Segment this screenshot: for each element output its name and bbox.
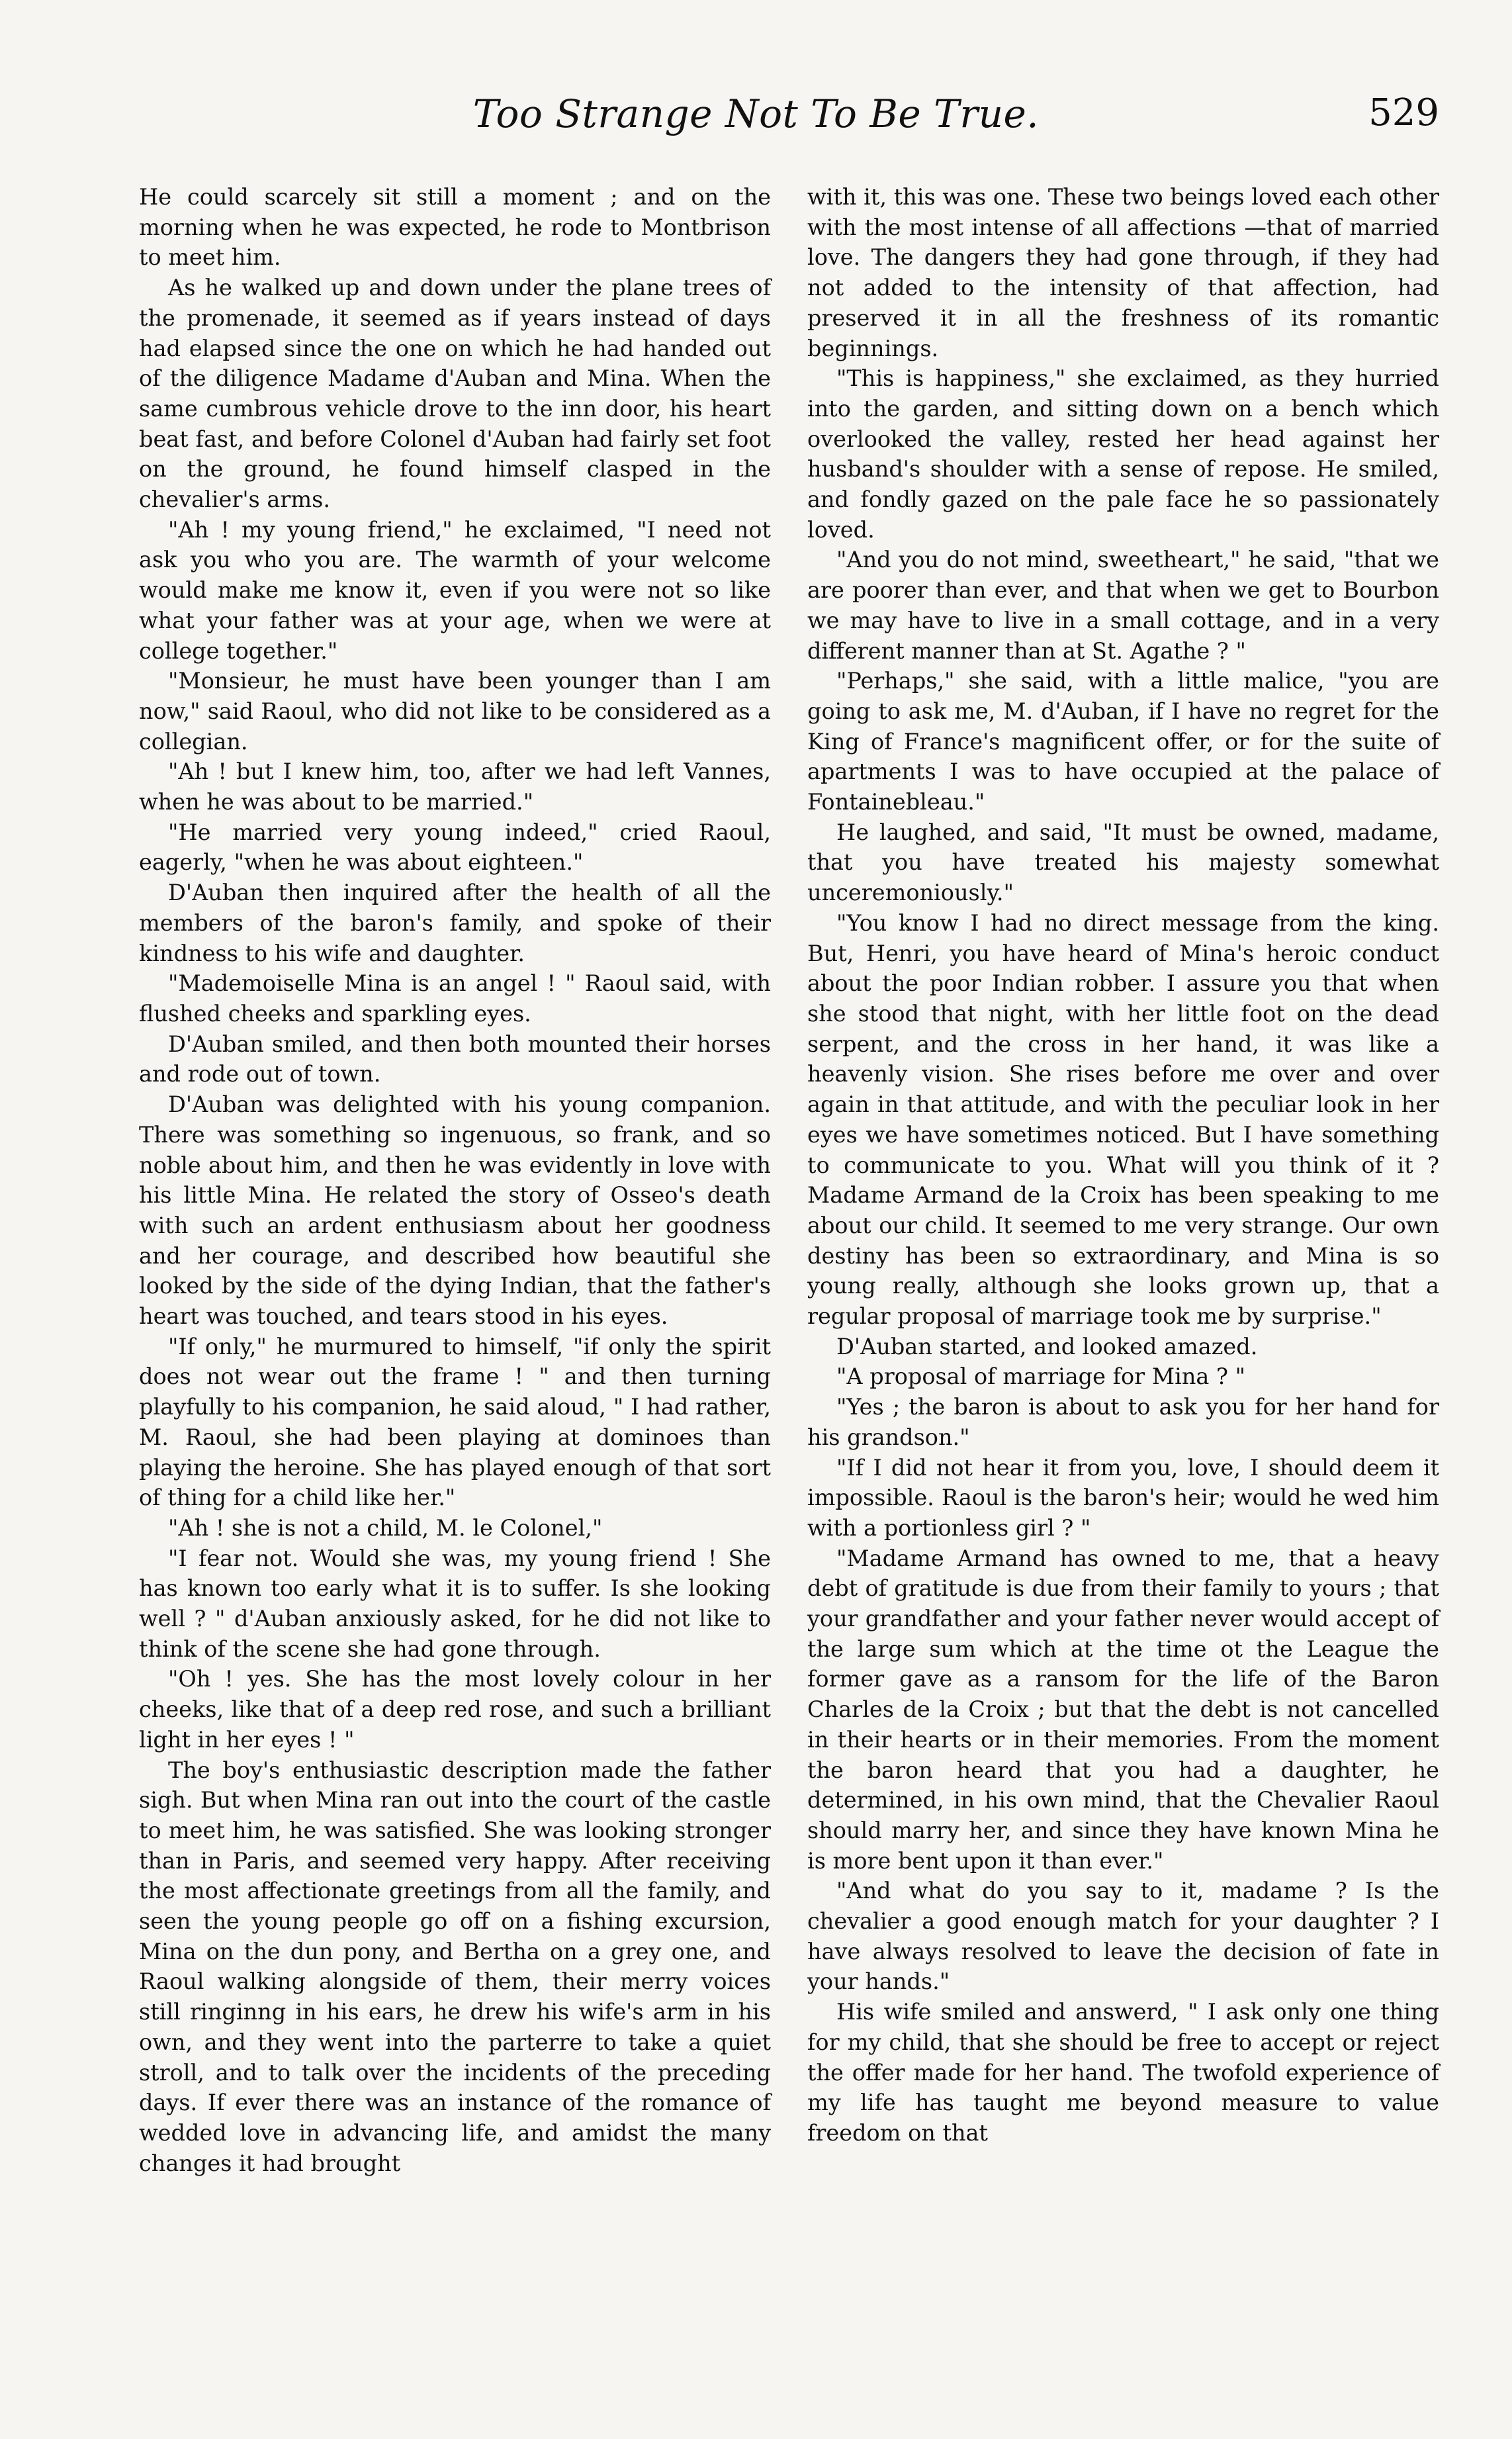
right-column	[807, 182, 1439, 2148]
paragraph: His wife smiled and answerd, " I ask only one thing for my child, that she should be free to accept or reject the offer made for her hand. The twofold experience of my life has taught me beyond measure to value freedom on that	[807, 1999, 1439, 2146]
paragraph: D'Auban started, and looked amazed.	[836, 1333, 1258, 1359]
paragraph: "Ah ! she is not a child, M. le Colonel,"	[168, 1514, 603, 1541]
paragraph: "If I did not hear it from you, love, I should deem it impossible. Raoul is the baron's heir; would he wed him with a portionless girl ? "	[807, 1454, 1439, 1541]
running-title: Too Strange Not To Be True.	[472, 91, 1040, 136]
paragraph: "Madame Armand has owned to me, that a heavy debt of gratitude is due from their family to yours ; that your grandfather and your father never would accept of the large sum which at the time ot the League the former gave as a ransom for the life of the Baron Charles de la Croix ; but that the debt is not cancelled in their hearts or in their memories. From the moment the baron heard that you had a daughter, he determined, in his own mind, that the Chevalier Raoul should marry her, and since they have known Mina he is more bent upon it than ever."	[807, 1545, 1439, 1874]
paragraph: "Mademoiselle Mina is an angel ! " Raoul said, with flushed cheeks and sparkling eyes.	[139, 970, 771, 1027]
paragraph: As he walked up and down under the plane trees of the promenade, it seemed as if years instead of days had elapsed since the one on which he had handed out of the diligence Madame d'Auban and Mina. When the same cumbrous vehicle drove to the inn door, his heart beat fast, and before Colonel d'Auban had fairly set foot on the ground, he found himself clasped in the chevalier's arms.	[139, 275, 771, 513]
paragraph: D'Auban then inquired after the health of all the members of the baron's family, and spoke of their kindness to his wife and daughter.	[139, 880, 771, 966]
paragraph: "Oh ! yes. She has the most lovely colour in her cheeks, like that of a deep red rose, and such a brilliant light in her eyes ! "	[139, 1666, 771, 1753]
paragraph: He laughed, and said, "It must be owned, madame, that you have treated his majesty somewhat unceremoniously."	[807, 819, 1439, 906]
paragraph: "Ah ! my young friend," he exclaimed, "I need not ask you who you are. The warmth of your welcome would make me know it, even if you were not so like what your father was at your age, when we were at college together."	[139, 516, 771, 664]
paragraph: "I fear not. Would she was, my young friend ! She has known too early what it is to suffer. Is she looking well ? " d'Auban anxiously asked, for he did not like to think of the scene she had gone through.	[139, 1545, 771, 1662]
paragraph: "A proposal of marriage for Mina ? "	[836, 1363, 1246, 1390]
paragraph: "And what do you say to it, madame ? Is the chevalier a good enough match for your daughter ? I have always resolved to leave the decision of fate in your hands."	[807, 1878, 1439, 1995]
paragraph: "This is happiness," she exclaimed, as they hurried into the garden, and sitting down on a bench which overlooked the valley, rested her head against her husband's shoulder with a sense of repose. He smiled, and fondly gazed on the pale face he so passionately loved.	[807, 365, 1439, 543]
paragraph: "If only," he murmured to himself, "if only the spirit does not wear out the frame ! " and then turning playfully to his companion, he said aloud, " I had rather, M. Raoul, she had been playing at dominoes than playing the heroine. She has played enough of that sort of thing for a child like her."	[139, 1333, 771, 1511]
paragraph: "Perhaps," she said, with a little malice, "you are going to ask me, M. d'Auban, if I have no regret for the King of France's magnificent offer, or for the suite of apartments I was to have occupied at the palace of Fontainebleau."	[807, 668, 1439, 815]
paragraph: "Monsieur, he must have been younger than I am now," said Raoul, who did not like to be considered as a collegian.	[139, 668, 771, 755]
paragraph: "You know I had no direct message from the king. But, Henri, you have heard of Mina's heroic conduct about the poor Indian robber. I assure you that when she stood that night, with her little foot on the dead serpent, and the cross in her hand, it was like a heavenly vision. She rises before me over and over again in that attitude, and with the peculiar look in her eyes we have sometimes noticed. But I have something to communicate to you. What will you think of it ? Madame Armand de la Croix has been speaking to me about our child. It seemed to me very strange. Our own destiny has been so extraordinary, and Mina is so young really, although she looks grown up, that a regular proposal of marriage took me by surprise."	[807, 909, 1439, 1330]
paragraph: "Ah ! but I knew him, too, after we had left Vannes, when he was about to be married."	[139, 759, 771, 815]
running-header	[0, 91, 1512, 151]
paragraph: "And you do not mind, sweetheart," he said, "that we are poorer than ever, and that when we get to Bourbon we may have to live in a small cottage, and in a very different manner than at St. Agathe ? "	[807, 547, 1439, 664]
left-column	[139, 182, 771, 2178]
paragraph: "He married very young indeed," cried Raoul, eagerly, "when he was about eighteen."	[139, 819, 771, 876]
paragraph: with it, this was one. These two beings loved each other with the most intense of all affections —that of married love. The dangers they had gone through, if they had not added to the intensity of that affection, had preserved it in all the freshness of its romantic beginnings.	[807, 184, 1439, 361]
paragraph: The boy's enthusiastic description made the father sigh. But when Mina ran out into the court of the castle to meet him, he was satisfied. She was looking stronger than in Paris, and seemed very happy. After receiving the most affectionate greetings from all the family, and seen the young people go off on a fishing excursion, Mina on the dun pony, and Bertha on a grey one, and Raoul walking alongside of them, their merry voices still ringinng in his ears, he drew his wife's arm in his own, and they went into the parterre to take a quiet stroll, and to talk over the incidents of the preceding days. If ever there was an instance of the romance of wedded love in advancing life, and amidst the many changes it had brought	[139, 1757, 771, 2176]
paragraph: D'Auban smiled, and then both mounted their horses and rode out of town.	[139, 1031, 771, 1087]
page-number: 529	[1368, 91, 1439, 134]
paragraph: D'Auban was delighted with his young companion. There was something so ingenuous, so frank, and so noble about him, and then he was evidently in love with his little Mina. He related the story of Osseo's death with such an ardent enthusiasm about her goodness and her courage, and described how beautiful she looked by the side of the dying Indian, that the father's heart was touched, and tears stood in his eyes.	[139, 1091, 771, 1330]
paragraph: "Yes ; the baron is about to ask you for her hand for his grandson."	[807, 1394, 1439, 1450]
paragraph: He could scarcely sit still a moment ; and on the morning when he was expected, he rode to Montbrison to meet him.	[139, 184, 771, 271]
